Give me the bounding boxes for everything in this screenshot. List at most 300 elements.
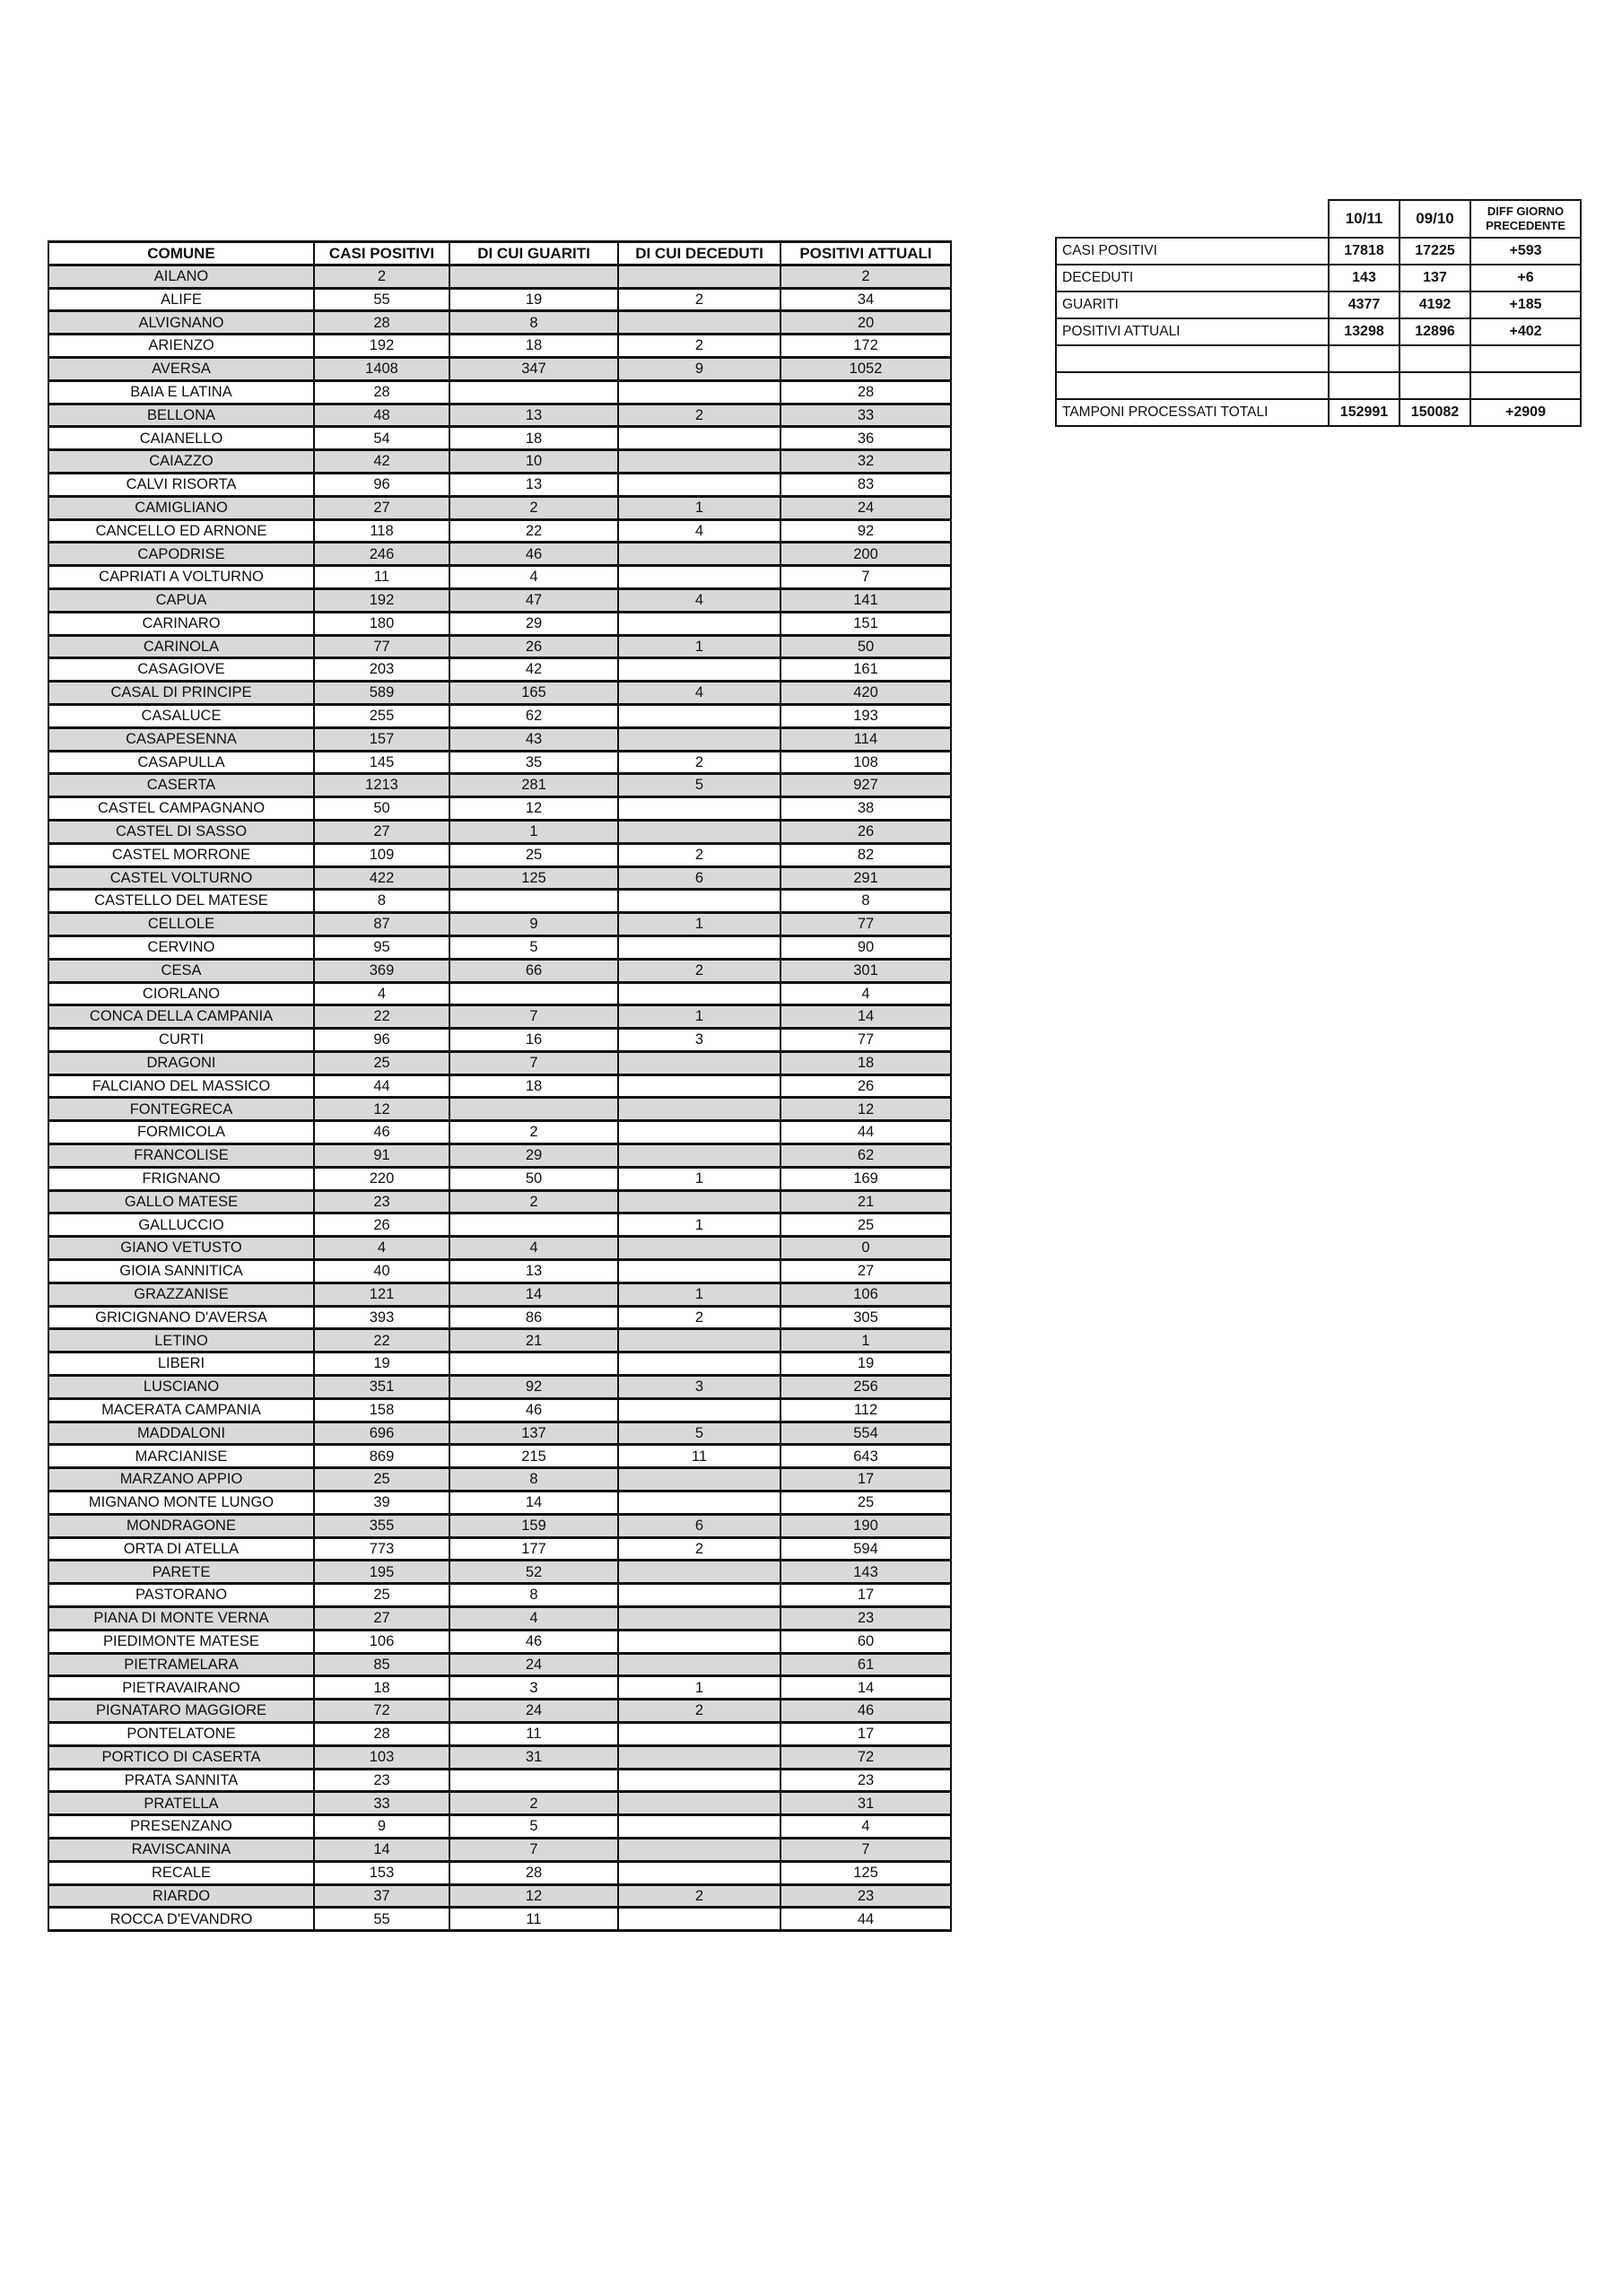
summary-value-09-10-cell [1400, 372, 1470, 399]
summary-value-10-11-cell [1329, 372, 1400, 399]
table-row [48, 1676, 951, 1700]
casi-positivi-cell: 2 [314, 265, 449, 288]
positivi-attuali-cell: 61 [780, 1653, 951, 1676]
di-cui-guariti-cell: 52 [449, 1561, 618, 1584]
comune-cell: PRESENZANO [48, 1815, 314, 1839]
positivi-attuali-cell: 291 [780, 866, 951, 890]
di-cui-guariti-cell: 26 [449, 635, 618, 658]
positivi-attuali-cell: 305 [780, 1306, 951, 1329]
positivi-attuali-cell: 114 [780, 727, 951, 751]
casi-positivi-cell: 246 [314, 543, 449, 566]
comune-cell: CESA [48, 959, 314, 982]
casi-positivi-cell: 4 [314, 982, 449, 1005]
comune-cell: FRIGNANO [48, 1167, 314, 1190]
di-cui-deceduti-cell: 11 [618, 1445, 780, 1468]
positivi-attuali-cell: 62 [780, 1144, 951, 1168]
comune-cell: FORMICOLA [48, 1121, 314, 1144]
di-cui-deceduti-cell: 1 [618, 635, 780, 658]
di-cui-deceduti-cell [618, 427, 780, 450]
casi-positivi-cell: 192 [314, 588, 449, 612]
di-cui-guariti-cell: 10 [449, 450, 618, 474]
di-cui-guariti-cell [449, 890, 618, 913]
table-row [48, 1445, 951, 1468]
comune-cell: CASTEL CAMPAGNANO [48, 797, 314, 821]
comune-cell: PORTICO DI CASERTA [48, 1745, 314, 1769]
table-row [1056, 399, 1581, 426]
casi-positivi-cell: 589 [314, 682, 449, 705]
di-cui-deceduti-cell [618, 1468, 780, 1492]
casi-positivi-cell: 44 [314, 1074, 449, 1098]
table-row [48, 727, 951, 751]
comune-cell: AVERSA [48, 357, 314, 380]
table-row [48, 658, 951, 682]
positivi-attuali-cell: 106 [780, 1283, 951, 1306]
di-cui-deceduti-cell: 1 [618, 913, 780, 936]
positivi-attuali-cell: 23 [780, 1769, 951, 1792]
di-cui-deceduti-cell [618, 1861, 780, 1884]
comune-cell: MADDALONI [48, 1422, 314, 1445]
table-row [48, 404, 951, 427]
casi-positivi-cell: 351 [314, 1376, 449, 1399]
comune-cell: LIBERI [48, 1352, 314, 1376]
comune-cell: CAMIGLIANO [48, 496, 314, 519]
summary-label-cell: DECEDUTI [1056, 265, 1329, 291]
table-row [48, 1213, 951, 1237]
comune-cell: CALVI RISORTA [48, 473, 314, 496]
table-row [48, 820, 951, 843]
summary-diff-cell [1470, 345, 1581, 372]
casi-positivi-cell: 28 [314, 311, 449, 335]
comune-cell: PIEDIMONTE MATESE [48, 1630, 314, 1653]
di-cui-deceduti-cell [618, 1074, 780, 1098]
di-cui-deceduti-cell [618, 1329, 780, 1352]
casi-positivi-cell: 203 [314, 658, 449, 682]
di-cui-guariti-cell: 29 [449, 1144, 618, 1168]
summary-diff-cell: +6 [1470, 265, 1581, 291]
comune-cell: GRAZZANISE [48, 1283, 314, 1306]
di-cui-guariti-cell: 21 [449, 1329, 618, 1352]
di-cui-deceduti-cell [618, 1723, 780, 1746]
casi-positivi-cell: 37 [314, 1884, 449, 1908]
di-cui-guariti-cell: 19 [449, 288, 618, 311]
table-row [48, 1398, 951, 1422]
comune-cell: CARINARO [48, 612, 314, 635]
table-row [48, 1029, 951, 1052]
di-cui-deceduti-cell [618, 311, 780, 335]
summary-header-spacer [1056, 200, 1329, 238]
table-row [48, 797, 951, 821]
di-cui-guariti-cell: 14 [449, 1492, 618, 1515]
table-row [1056, 318, 1581, 345]
comune-cell: GRICIGNANO D'AVERSA [48, 1306, 314, 1329]
casi-positivi-cell: 42 [314, 450, 449, 474]
positivi-attuali-cell: 82 [780, 843, 951, 866]
positivi-attuali-cell: 17 [780, 1584, 951, 1607]
table-row [48, 774, 951, 797]
di-cui-guariti-cell: 24 [449, 1653, 618, 1676]
di-cui-guariti-cell: 16 [449, 1029, 618, 1052]
table-row [48, 866, 951, 890]
table-row [48, 265, 951, 288]
di-cui-guariti-cell: 28 [449, 1861, 618, 1884]
comune-cell: CASTEL DI SASSO [48, 820, 314, 843]
di-cui-deceduti-cell [618, 1051, 780, 1074]
di-cui-deceduti-cell [618, 658, 780, 682]
positivi-attuali-cell: 25 [780, 1213, 951, 1237]
casi-positivi-cell: 48 [314, 404, 449, 427]
di-cui-guariti-cell: 11 [449, 1723, 618, 1746]
di-cui-guariti-cell: 5 [449, 935, 618, 959]
positivi-attuali-cell: 1052 [780, 357, 951, 380]
table-row [48, 1492, 951, 1515]
casi-positivi-cell: 39 [314, 1492, 449, 1515]
comune-cell: MARZANO APPIO [48, 1468, 314, 1492]
positivi-attuali-cell: 927 [780, 774, 951, 797]
summary-label-cell [1056, 372, 1329, 399]
di-cui-guariti-cell [449, 1098, 618, 1121]
positivi-attuali-cell: 77 [780, 1029, 951, 1052]
table-row [1056, 265, 1581, 291]
di-cui-guariti-cell: 13 [449, 404, 618, 427]
table-row [48, 288, 951, 311]
di-cui-deceduti-cell [618, 704, 780, 727]
comune-cell: RECALE [48, 1861, 314, 1884]
comune-cell: PARETE [48, 1561, 314, 1584]
di-cui-guariti-cell: 12 [449, 797, 618, 821]
casi-positivi-cell: 33 [314, 1792, 449, 1815]
comune-cell: ALIFE [48, 288, 314, 311]
comune-cell: CURTI [48, 1029, 314, 1052]
table-row [48, 1260, 951, 1283]
summary-value-09-10-cell: 150082 [1400, 399, 1470, 426]
summary-label-cell: CASI POSITIVI [1056, 238, 1329, 265]
comune-cell: CASERTA [48, 774, 314, 797]
casi-positivi-cell: 1408 [314, 357, 449, 380]
di-cui-deceduti-cell [618, 1098, 780, 1121]
table-row [48, 1861, 951, 1884]
di-cui-guariti-cell: 1 [449, 820, 618, 843]
di-cui-deceduti-cell [618, 1792, 780, 1815]
comune-cell: ROCCA D'EVANDRO [48, 1908, 314, 1931]
comune-cell: PRATA SANNITA [48, 1769, 314, 1792]
col-header-di-cui-deceduti: DI CUI DECEDUTI [618, 242, 780, 265]
casi-positivi-cell: 55 [314, 288, 449, 311]
di-cui-guariti-cell: 3 [449, 1676, 618, 1700]
comune-cell: CIORLANO [48, 982, 314, 1005]
positivi-attuali-cell: 112 [780, 1398, 951, 1422]
comune-cell: CASALUCE [48, 704, 314, 727]
di-cui-guariti-cell: 281 [449, 774, 618, 797]
casi-positivi-cell: 25 [314, 1051, 449, 1074]
casi-positivi-cell: 158 [314, 1398, 449, 1422]
table-row [48, 1422, 951, 1445]
comune-cell: CASAPESENNA [48, 727, 314, 751]
casi-positivi-cell: 28 [314, 1723, 449, 1746]
positivi-attuali-cell: 19 [780, 1352, 951, 1376]
summary-diff-cell: +402 [1470, 318, 1581, 345]
casi-positivi-cell: 72 [314, 1700, 449, 1723]
casi-positivi-cell: 28 [314, 380, 449, 404]
di-cui-guariti-cell: 11 [449, 1908, 618, 1931]
positivi-attuali-cell: 33 [780, 404, 951, 427]
positivi-attuali-cell: 34 [780, 288, 951, 311]
comune-cell: RIARDO [48, 1884, 314, 1908]
di-cui-guariti-cell: 177 [449, 1537, 618, 1561]
positivi-attuali-cell: 60 [780, 1630, 951, 1653]
casi-positivi-cell: 369 [314, 959, 449, 982]
positivi-attuali-cell: 28 [780, 380, 951, 404]
comune-cell: CAPRIATI A VOLTURNO [48, 566, 314, 589]
table-row [48, 543, 951, 566]
comune-cell: MACERATA CAMPANIA [48, 1398, 314, 1422]
casi-positivi-cell: 19 [314, 1352, 449, 1376]
di-cui-deceduti-cell: 1 [618, 1005, 780, 1029]
di-cui-deceduti-cell: 1 [618, 1213, 780, 1237]
comune-cell: PIGNATARO MAGGIORE [48, 1700, 314, 1723]
casi-positivi-cell: 109 [314, 843, 449, 866]
summary-diff-cell: +593 [1470, 238, 1581, 265]
table-row [48, 566, 951, 589]
casi-positivi-cell: 9 [314, 1815, 449, 1839]
casi-positivi-cell: 1213 [314, 774, 449, 797]
positivi-attuali-cell: 420 [780, 682, 951, 705]
casi-positivi-cell: 8 [314, 890, 449, 913]
positivi-attuali-cell: 14 [780, 1005, 951, 1029]
casi-positivi-cell: 118 [314, 519, 449, 543]
summary-label-cell: POSITIVI ATTUALI [1056, 318, 1329, 345]
col-header-di-cui-guariti: DI CUI GUARITI [449, 242, 618, 265]
di-cui-guariti-cell: 8 [449, 1468, 618, 1492]
positivi-attuali-cell: 23 [780, 1607, 951, 1631]
di-cui-deceduti-cell: 2 [618, 404, 780, 427]
positivi-attuali-cell: 4 [780, 982, 951, 1005]
positivi-attuali-cell: 554 [780, 1422, 951, 1445]
table-row [48, 588, 951, 612]
comune-cell: FRANCOLISE [48, 1144, 314, 1168]
summary-value-09-10-cell: 12896 [1400, 318, 1470, 345]
table-row [48, 1537, 951, 1561]
comune-cell: CAIANELLO [48, 427, 314, 450]
comune-cell: ALVIGNANO [48, 311, 314, 335]
di-cui-guariti-cell: 7 [449, 1051, 618, 1074]
di-cui-guariti-cell: 62 [449, 704, 618, 727]
di-cui-deceduti-cell [618, 1815, 780, 1839]
di-cui-deceduti-cell [618, 1144, 780, 1168]
di-cui-guariti-cell: 46 [449, 1630, 618, 1653]
comune-cell: CAIAZZO [48, 450, 314, 474]
positivi-attuali-cell: 2 [780, 265, 951, 288]
di-cui-guariti-cell: 12 [449, 1884, 618, 1908]
casi-positivi-cell: 26 [314, 1213, 449, 1237]
di-cui-guariti-cell [449, 1352, 618, 1376]
positivi-attuali-cell: 256 [780, 1376, 951, 1399]
table-row [48, 1908, 951, 1931]
positivi-attuali-cell: 301 [780, 959, 951, 982]
positivi-attuali-cell: 32 [780, 450, 951, 474]
di-cui-deceduti-cell: 1 [618, 1167, 780, 1190]
di-cui-deceduti-cell [618, 1561, 780, 1584]
di-cui-guariti-cell: 2 [449, 1190, 618, 1213]
positivi-attuali-cell: 18 [780, 1051, 951, 1074]
positivi-attuali-cell: 17 [780, 1468, 951, 1492]
summary-col-header-09-10: 09/10 [1400, 200, 1470, 238]
casi-positivi-cell: 11 [314, 566, 449, 589]
table-row [48, 1561, 951, 1584]
casi-positivi-cell: 22 [314, 1329, 449, 1352]
table-row [48, 473, 951, 496]
di-cui-deceduti-cell: 2 [618, 751, 780, 774]
positivi-attuali-cell: 24 [780, 496, 951, 519]
di-cui-deceduti-cell: 9 [618, 357, 780, 380]
di-cui-deceduti-cell [618, 1745, 780, 1769]
comune-cell: FALCIANO DEL MASSICO [48, 1074, 314, 1098]
positivi-attuali-cell: 151 [780, 612, 951, 635]
di-cui-deceduti-cell: 3 [618, 1376, 780, 1399]
col-header-casi-positivi: CASI POSITIVI [314, 242, 449, 265]
table-row [48, 1306, 951, 1329]
di-cui-guariti-cell: 18 [449, 335, 618, 358]
casi-positivi-cell: 96 [314, 1029, 449, 1052]
comune-cell: DRAGONI [48, 1051, 314, 1074]
positivi-attuali-cell: 108 [780, 751, 951, 774]
di-cui-guariti-cell: 14 [449, 1283, 618, 1306]
comune-cell: GALLO MATESE [48, 1190, 314, 1213]
di-cui-guariti-cell: 2 [449, 1792, 618, 1815]
di-cui-guariti-cell: 66 [449, 959, 618, 982]
summary-label-cell [1056, 345, 1329, 372]
summary-label-cell: TAMPONI PROCESSATI TOTALI [1056, 399, 1329, 426]
di-cui-guariti-cell: 5 [449, 1815, 618, 1839]
positivi-attuali-cell: 8 [780, 890, 951, 913]
table-row [48, 1005, 951, 1029]
col-header-comune: COMUNE [48, 242, 314, 265]
di-cui-deceduti-cell: 4 [618, 682, 780, 705]
comune-cell: CASAPULLA [48, 751, 314, 774]
summary-value-10-11-cell: 13298 [1329, 318, 1400, 345]
table-row [1056, 372, 1581, 399]
casi-positivi-cell: 355 [314, 1514, 449, 1537]
table-row [48, 635, 951, 658]
comune-cell: MIGNANO MONTE LUNGO [48, 1492, 314, 1515]
positivi-attuali-cell: 0 [780, 1237, 951, 1260]
table-row [48, 427, 951, 450]
table-row [48, 1792, 951, 1815]
casi-positivi-cell: 195 [314, 1561, 449, 1584]
positivi-attuali-cell: 44 [780, 1908, 951, 1931]
comune-cell: CARINOLA [48, 635, 314, 658]
di-cui-guariti-cell: 24 [449, 1700, 618, 1723]
di-cui-deceduti-cell [618, 820, 780, 843]
di-cui-deceduti-cell [618, 1398, 780, 1422]
casi-positivi-cell: 91 [314, 1144, 449, 1168]
positivi-attuali-cell: 143 [780, 1561, 951, 1584]
di-cui-guariti-cell: 2 [449, 496, 618, 519]
summary-diff-cell: +2909 [1470, 399, 1581, 426]
di-cui-deceduti-cell [618, 1492, 780, 1515]
di-cui-deceduti-cell: 2 [618, 1306, 780, 1329]
table-row [48, 1074, 951, 1098]
comune-cell: CERVINO [48, 935, 314, 959]
casi-positivi-cell: 4 [314, 1237, 449, 1260]
positivi-attuali-cell: 7 [780, 1838, 951, 1861]
positivi-attuali-cell: 83 [780, 473, 951, 496]
casi-positivi-cell: 14 [314, 1838, 449, 1861]
comune-cell: CASTEL MORRONE [48, 843, 314, 866]
di-cui-guariti-cell: 22 [449, 519, 618, 543]
casi-positivi-cell: 393 [314, 1306, 449, 1329]
table-row [48, 1329, 951, 1352]
casi-positivi-cell: 157 [314, 727, 449, 751]
positivi-attuali-cell: 50 [780, 635, 951, 658]
di-cui-deceduti-cell [618, 380, 780, 404]
di-cui-guariti-cell: 4 [449, 566, 618, 589]
di-cui-guariti-cell: 92 [449, 1376, 618, 1399]
table-row [48, 1884, 951, 1908]
di-cui-guariti-cell [449, 380, 618, 404]
positivi-attuali-cell: 190 [780, 1514, 951, 1537]
positivi-attuali-cell: 17 [780, 1723, 951, 1746]
di-cui-deceduti-cell [618, 1237, 780, 1260]
comune-cell: PIANA DI MONTE VERNA [48, 1607, 314, 1631]
comune-cell: MONDRAGONE [48, 1514, 314, 1537]
summary-table [1055, 199, 1582, 427]
positivi-attuali-cell: 44 [780, 1121, 951, 1144]
summary-value-10-11-cell: 17818 [1329, 238, 1400, 265]
table-row [48, 1838, 951, 1861]
table-row [48, 612, 951, 635]
di-cui-guariti-cell: 13 [449, 1260, 618, 1283]
summary-value-10-11-cell [1329, 345, 1400, 372]
summary-value-09-10-cell [1400, 345, 1470, 372]
casi-positivi-cell: 145 [314, 751, 449, 774]
comune-cell: MARCIANISE [48, 1445, 314, 1468]
casi-positivi-cell: 422 [314, 866, 449, 890]
casi-positivi-cell: 220 [314, 1167, 449, 1190]
table-row [48, 335, 951, 358]
di-cui-guariti-cell: 4 [449, 1607, 618, 1631]
comune-cell: ORTA DI ATELLA [48, 1537, 314, 1561]
di-cui-deceduti-cell [618, 612, 780, 635]
table-row [48, 1121, 951, 1144]
di-cui-deceduti-cell: 2 [618, 1884, 780, 1908]
di-cui-deceduti-cell [618, 1190, 780, 1213]
table-row [48, 682, 951, 705]
table-row [48, 1745, 951, 1769]
di-cui-guariti-cell: 347 [449, 357, 618, 380]
di-cui-guariti-cell: 9 [449, 913, 618, 936]
positivi-attuali-cell: 12 [780, 1098, 951, 1121]
casi-positivi-cell: 25 [314, 1468, 449, 1492]
di-cui-guariti-cell: 125 [449, 866, 618, 890]
di-cui-deceduti-cell: 1 [618, 1283, 780, 1306]
summary-diff-cell: +185 [1470, 291, 1581, 318]
summary-header-row [1056, 200, 1581, 238]
casi-positivi-cell: 50 [314, 797, 449, 821]
table-row [48, 1237, 951, 1260]
positivi-attuali-cell: 594 [780, 1537, 951, 1561]
comune-cell: GIANO VETUSTO [48, 1237, 314, 1260]
casi-positivi-cell: 96 [314, 473, 449, 496]
di-cui-deceduti-cell: 4 [618, 588, 780, 612]
positivi-attuali-cell: 141 [780, 588, 951, 612]
table-row [48, 1653, 951, 1676]
table-row [1056, 291, 1581, 318]
positivi-attuali-cell: 23 [780, 1884, 951, 1908]
di-cui-deceduti-cell [618, 1121, 780, 1144]
positivi-attuali-cell: 169 [780, 1167, 951, 1190]
positivi-attuali-cell: 193 [780, 704, 951, 727]
table-row [48, 704, 951, 727]
